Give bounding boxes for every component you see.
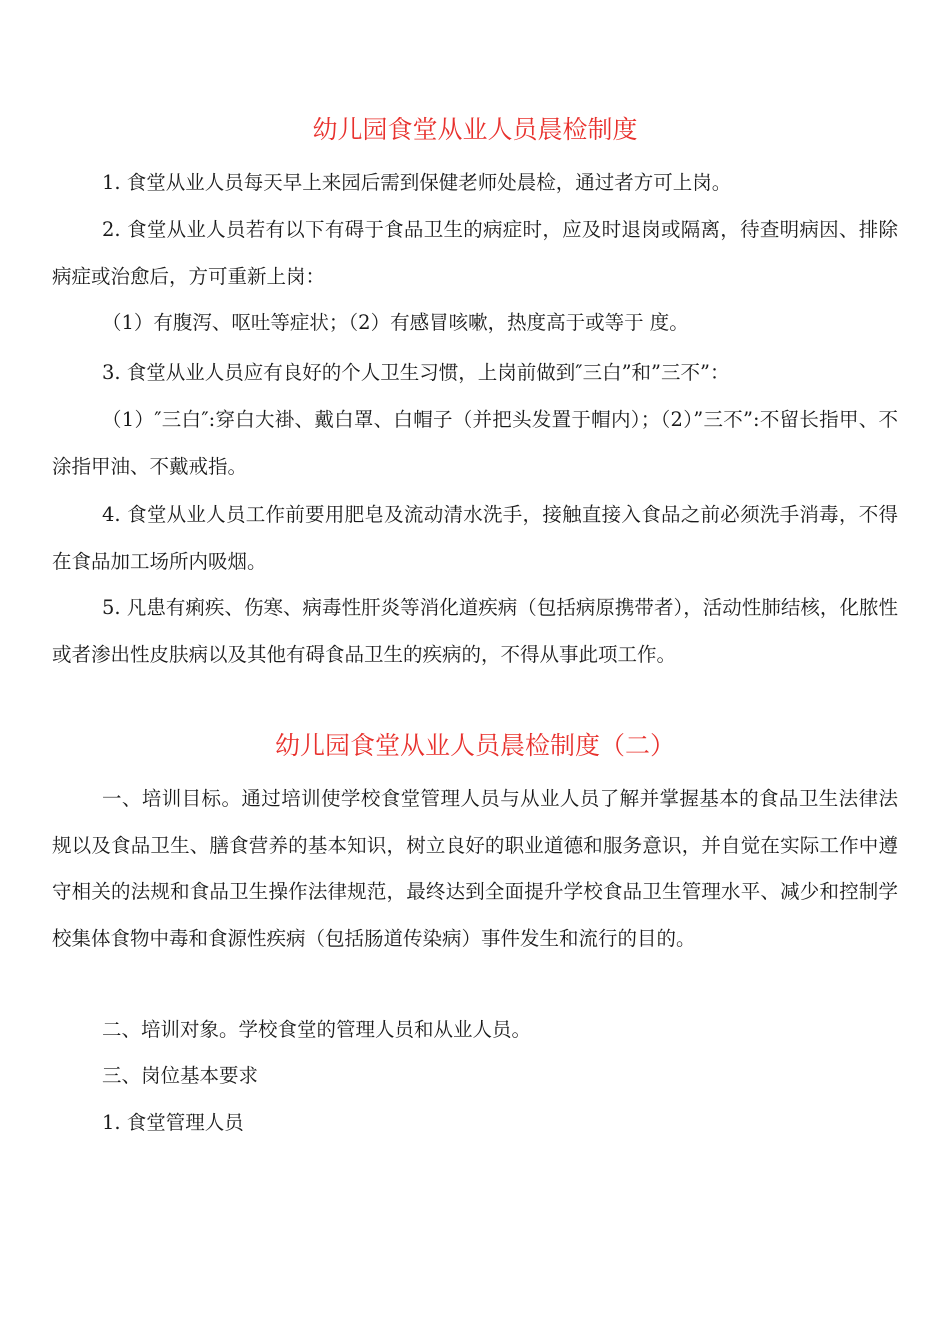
rule-item-3-details: （1）″三白″:穿白大褂、戴白罩、白帽子（并把头发置于帽内）；（2）”三不”:不留长指甲、不涂指甲油、不戴戒指。 bbox=[52, 408, 898, 478]
training-target-paragraph: 二、培训对象。学校食堂的管理人员和从业人员。 bbox=[102, 1018, 532, 1041]
section-title-2: 幼儿园食堂从业人员晨检制度（二） bbox=[274, 731, 675, 760]
job-requirements-heading: 三、岗位基本要求 bbox=[102, 1064, 259, 1087]
rule-item-2-symptoms: （1）有腹泻、呕吐等症状；（2）有感冒咳嗽，热度高于或等于 度。 bbox=[102, 311, 689, 334]
canteen-manager-heading: 1. 食堂管理人员 bbox=[102, 1111, 244, 1134]
document-title: 幼儿园食堂从业人员晨检制度 bbox=[312, 115, 638, 144]
rule-item-1: 1. 食堂从业人员每天早上来园后需到保健老师处晨检，通过者方可上岗。 bbox=[102, 171, 732, 194]
rule-item-2: 2. 食堂从业人员若有以下有碍于食品卫生的病症时，应及时退岗或隔离，待查明病因、排除病症或治愈后，方可重新上岗： bbox=[52, 218, 898, 288]
training-goal-paragraph: 一、培训目标。通过培训使学校食堂管理人员与从业人员了解并掌握基本的食品卫生法律法规以及食品卫生、膳食营养的基本知识，树立良好的职业道德和服务意识，并自觉在实际工作中遵守相关的法规和食品卫生操作法律规范，最终达到全面提升学校食品卫生管理水平、减少和控制学校集体食物中毒和食源性疾病（包括肠道传染病）事件发生和流行的目的。 bbox=[52, 787, 898, 950]
rule-item-3: 3. 食堂从业人员应有良好的个人卫生习惯，上岗前做到″三白”和”三不”： bbox=[102, 361, 730, 384]
rule-item-4: 4. 食堂从业人员工作前要用肥皂及流动清水洗手，接触直接入食品之前必须洗手消毒，不得在食品加工场所内吸烟。 bbox=[52, 503, 898, 573]
rule-item-5: 5. 凡患有痢疾、伤寒、病毒性肝炎等消化道疾病（包括病原携带者），活动性肺结核，化脓性或者渗出性皮肤病以及其他有碍食品卫生的疾病的，不得从事此项工作。 bbox=[52, 596, 898, 666]
